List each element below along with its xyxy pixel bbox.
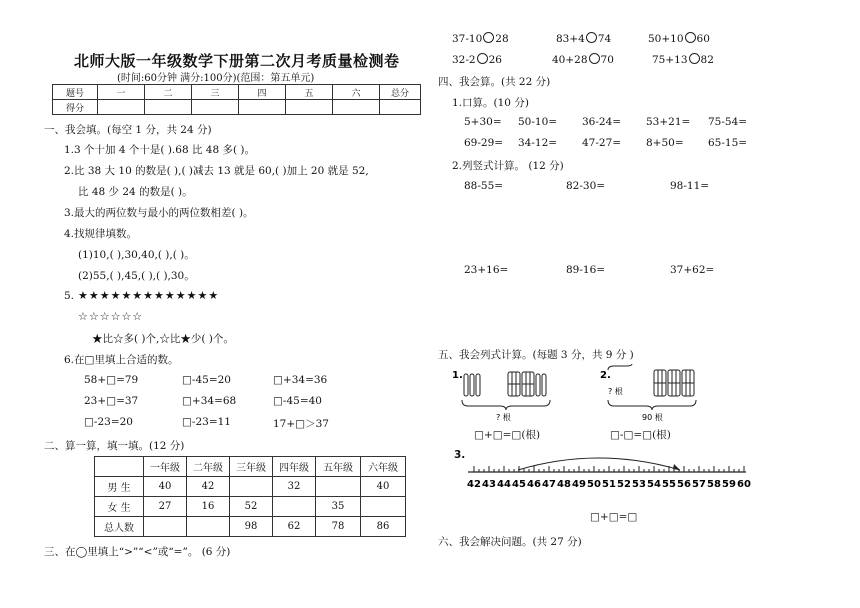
black-stars: ★★★★★★★★★★★★★ — [78, 289, 220, 302]
q6-item: 17+□＞37 — [273, 418, 329, 430]
compare-right: 74 — [597, 33, 612, 45]
oral-item: 65-15= — [708, 137, 748, 149]
vertical-item: 37+62= — [670, 264, 715, 276]
number-line-label: 51 — [602, 479, 616, 490]
grade-cell: 总人数 — [95, 517, 144, 537]
oral-item: 5+30= — [464, 116, 502, 128]
number-line-label: 57 — [692, 479, 706, 490]
score-cell: 得分 — [53, 100, 98, 115]
oral-item: 36-24= — [582, 116, 622, 128]
number-line-label: 56 — [677, 479, 691, 490]
q4: 4.找规律填数。 — [64, 228, 138, 240]
score-input-cell[interactable] — [98, 100, 145, 115]
oral-item: 34-12= — [518, 137, 558, 149]
p2-number: 2. — [600, 370, 611, 381]
oral-heading: 1.口算。(10 分) — [452, 97, 529, 109]
section1-heading: 一、我会填。(每空 1 分，共 24 分) — [44, 124, 212, 136]
number-line-label: 58 — [707, 479, 721, 490]
q5-text: ★比☆多( )个,☆比★少( )个。 — [92, 333, 234, 345]
grade-cell: 32 — [273, 477, 316, 497]
q4a: (1)10,( ),30,40,( ),( )。 — [78, 249, 195, 261]
compare-item — [552, 53, 614, 66]
stick-icon — [542, 374, 546, 396]
compare-left: 75+13 — [652, 54, 688, 66]
p2-equation[interactable]: □-□=□(根) — [610, 429, 671, 441]
oral-item: 8+50= — [646, 137, 684, 149]
section3-heading: 三、在◯里填上“>”“<”或“=”。 (6 分) — [44, 546, 231, 558]
compare-left: 83+4 — [556, 33, 585, 45]
compare-circle[interactable] — [477, 53, 488, 64]
compare-item — [556, 32, 611, 45]
score-cell: 总分 — [380, 85, 421, 100]
grade-cell: 40 — [144, 477, 187, 497]
score-cell: 一 — [98, 85, 145, 100]
stick-icon — [536, 374, 540, 396]
grade-cell[interactable] — [316, 477, 361, 497]
score-cell: 六 — [333, 85, 380, 100]
vertical-item: 82-30= — [566, 180, 606, 192]
page-title: 北师大版一年级数学下册第二次月考质量检测卷 — [74, 52, 400, 70]
q1: 1.3 个十加 4 个十是( ).68 比 48 多( )。 — [64, 144, 256, 156]
grade-cell: 42 — [187, 477, 230, 497]
grade-header: 六年级 — [361, 457, 406, 477]
q5-label: 5. — [64, 290, 75, 302]
grade-header: 五年级 — [316, 457, 361, 477]
oral-item: 47-27= — [582, 137, 622, 149]
grade-cell[interactable] — [144, 517, 187, 537]
vertical-item: 23+16= — [464, 264, 509, 276]
stick-icon — [464, 374, 468, 396]
grade-cell[interactable] — [187, 517, 230, 537]
stick-icon — [476, 374, 480, 396]
grade-cell[interactable] — [230, 477, 273, 497]
grade-cell: 女 生 — [95, 497, 144, 517]
vertical-item: 98-11= — [670, 180, 710, 192]
grade-header: 一年级 — [144, 457, 187, 477]
compare-circle[interactable] — [589, 53, 600, 64]
compare-right: 70 — [600, 54, 614, 66]
number-line-label: 42 — [467, 479, 481, 490]
q2-line2: 比 48 少 24 的数是( )。 — [78, 186, 193, 198]
grade-header — [95, 457, 144, 477]
score-input-cell[interactable] — [333, 100, 380, 115]
grade-cell: 27 — [144, 497, 187, 517]
oral-item: 50-10= — [518, 116, 558, 128]
p1-equation[interactable]: □+□=□(根) — [474, 429, 541, 441]
grade-cell: 52 — [230, 497, 273, 517]
q2-line1: 2.比 38 大 10 的数是( ),( )减去 13 就是 60,( )加上 20 就是 52, — [64, 165, 369, 177]
score-cell: 三 — [192, 85, 239, 100]
q6: 6.在□里填上合适的数。 — [64, 354, 179, 366]
oral-item: 53+21= — [646, 116, 691, 128]
q6-item: □+34=36 — [273, 374, 328, 386]
grade-header: 二年级 — [187, 457, 230, 477]
compare-right: 60 — [696, 33, 710, 45]
compare-right: 26 — [488, 54, 502, 66]
sticks-illustration-2 — [598, 364, 718, 422]
score-input-cell[interactable] — [192, 100, 239, 115]
grade-cell: 35 — [316, 497, 361, 517]
q3: 3.最大的两位数与最小的两位数相差( )。 — [64, 207, 254, 219]
score-cell: 题号 — [53, 85, 98, 100]
score-input-cell[interactable] — [239, 100, 286, 115]
number-line — [462, 450, 752, 494]
grade-header: 四年级 — [273, 457, 316, 477]
compare-circle[interactable] — [685, 32, 696, 43]
score-cell: 二 — [145, 85, 192, 100]
grade-cell: 男 生 — [95, 477, 144, 497]
grade-cell: 78 — [316, 517, 361, 537]
grade-header: 三年级 — [230, 457, 273, 477]
compare-left: 32-2 — [452, 54, 476, 66]
number-line-label: 55 — [662, 479, 676, 490]
number-line-ticks — [467, 466, 751, 490]
section2-heading: 二、算一算，填一填。(12 分) — [44, 440, 185, 452]
compare-circle[interactable] — [483, 32, 494, 43]
q6-item: □-23=20 — [84, 416, 133, 428]
score-table — [52, 84, 421, 115]
number-line-label: 46 — [527, 479, 541, 490]
grade-cell[interactable] — [361, 497, 406, 517]
grade-cell: 40 — [361, 477, 406, 497]
number-line-label: 45 — [512, 479, 526, 490]
grade-table — [94, 456, 406, 537]
compare-circle[interactable] — [586, 32, 597, 43]
section4-heading: 四、我会算。(共 22 分) — [438, 76, 551, 88]
compare-left: 37-10 — [452, 33, 483, 45]
grade-cell: 62 — [273, 517, 316, 537]
p2-question-label: ? 根 — [608, 387, 623, 396]
score-cell: 四 — [239, 85, 286, 100]
oral-item: 69-29= — [464, 137, 504, 149]
compare-item — [452, 32, 509, 45]
white-stars: ☆☆☆☆☆☆ — [78, 310, 144, 323]
compare-left: 40+28 — [552, 54, 588, 66]
number-line-label: 43 — [482, 479, 496, 490]
number-line-label: 54 — [647, 479, 661, 490]
section5-heading: 五、我会列式计算。(每题 3 分，共 9 分 ) — [438, 349, 634, 361]
compare-right: 82 — [700, 54, 714, 66]
vertical-item: 89-16= — [566, 264, 606, 276]
number-line-label: 60 — [737, 479, 751, 490]
p3-number: 3. — [454, 449, 466, 461]
vertical-heading: 2.列竖式计算。 (12 分) — [452, 160, 564, 172]
oral-item: 75-54= — [708, 116, 748, 128]
number-line-label: 47 — [542, 479, 556, 490]
score-cell: 五 — [286, 85, 333, 100]
p2-total-label: 90 根 — [642, 413, 663, 422]
grade-cell: 98 — [230, 517, 273, 537]
p1-question-label: ? 根 — [496, 413, 511, 422]
p1-number: 1. — [452, 370, 463, 381]
number-line-label: 48 — [557, 479, 571, 490]
score-input-cell[interactable] — [286, 100, 333, 115]
compare-item — [648, 32, 710, 45]
section6-heading: 六、我会解决问题。(共 27 分) — [438, 536, 582, 548]
q6-item: 58+□=79 — [84, 374, 139, 386]
p3-equation[interactable]: □+□=□ — [590, 511, 638, 523]
number-line-label: 49 — [572, 479, 586, 490]
compare-item — [452, 53, 502, 66]
number-line-label: 52 — [617, 479, 631, 490]
q4b: (2)55,( ),45,( ),( ),30。 — [78, 270, 195, 282]
number-line-label: 53 — [632, 479, 646, 490]
q6-item: □+34=68 — [182, 395, 237, 407]
compare-right: 28 — [495, 33, 509, 45]
q6-item: □-23=11 — [182, 416, 231, 428]
vertical-item: 88-55= — [464, 180, 504, 192]
number-line-label: 44 — [497, 479, 511, 490]
number-line-label: 50 — [587, 479, 601, 490]
grade-cell: 16 — [187, 497, 230, 517]
compare-left: 50+10 — [648, 33, 684, 45]
score-input-cell[interactable] — [380, 100, 421, 115]
compare-item — [652, 53, 714, 66]
q6-item: □-45=20 — [182, 374, 231, 386]
number-line-label: 59 — [722, 479, 736, 490]
grade-cell[interactable] — [273, 497, 316, 517]
stick-icon — [470, 374, 474, 396]
sticks-illustration-1 — [448, 364, 568, 422]
compare-circle[interactable] — [689, 53, 700, 64]
q6-item: 23+□=37 — [84, 395, 139, 407]
q6-item: □-45=40 — [273, 395, 322, 407]
page-subtitle: (时间:60分钟 满分:100分)(范围：第五单元) — [117, 73, 315, 84]
jump-arc — [518, 458, 680, 470]
score-input-cell[interactable] — [145, 100, 192, 115]
grade-cell: 86 — [361, 517, 406, 537]
